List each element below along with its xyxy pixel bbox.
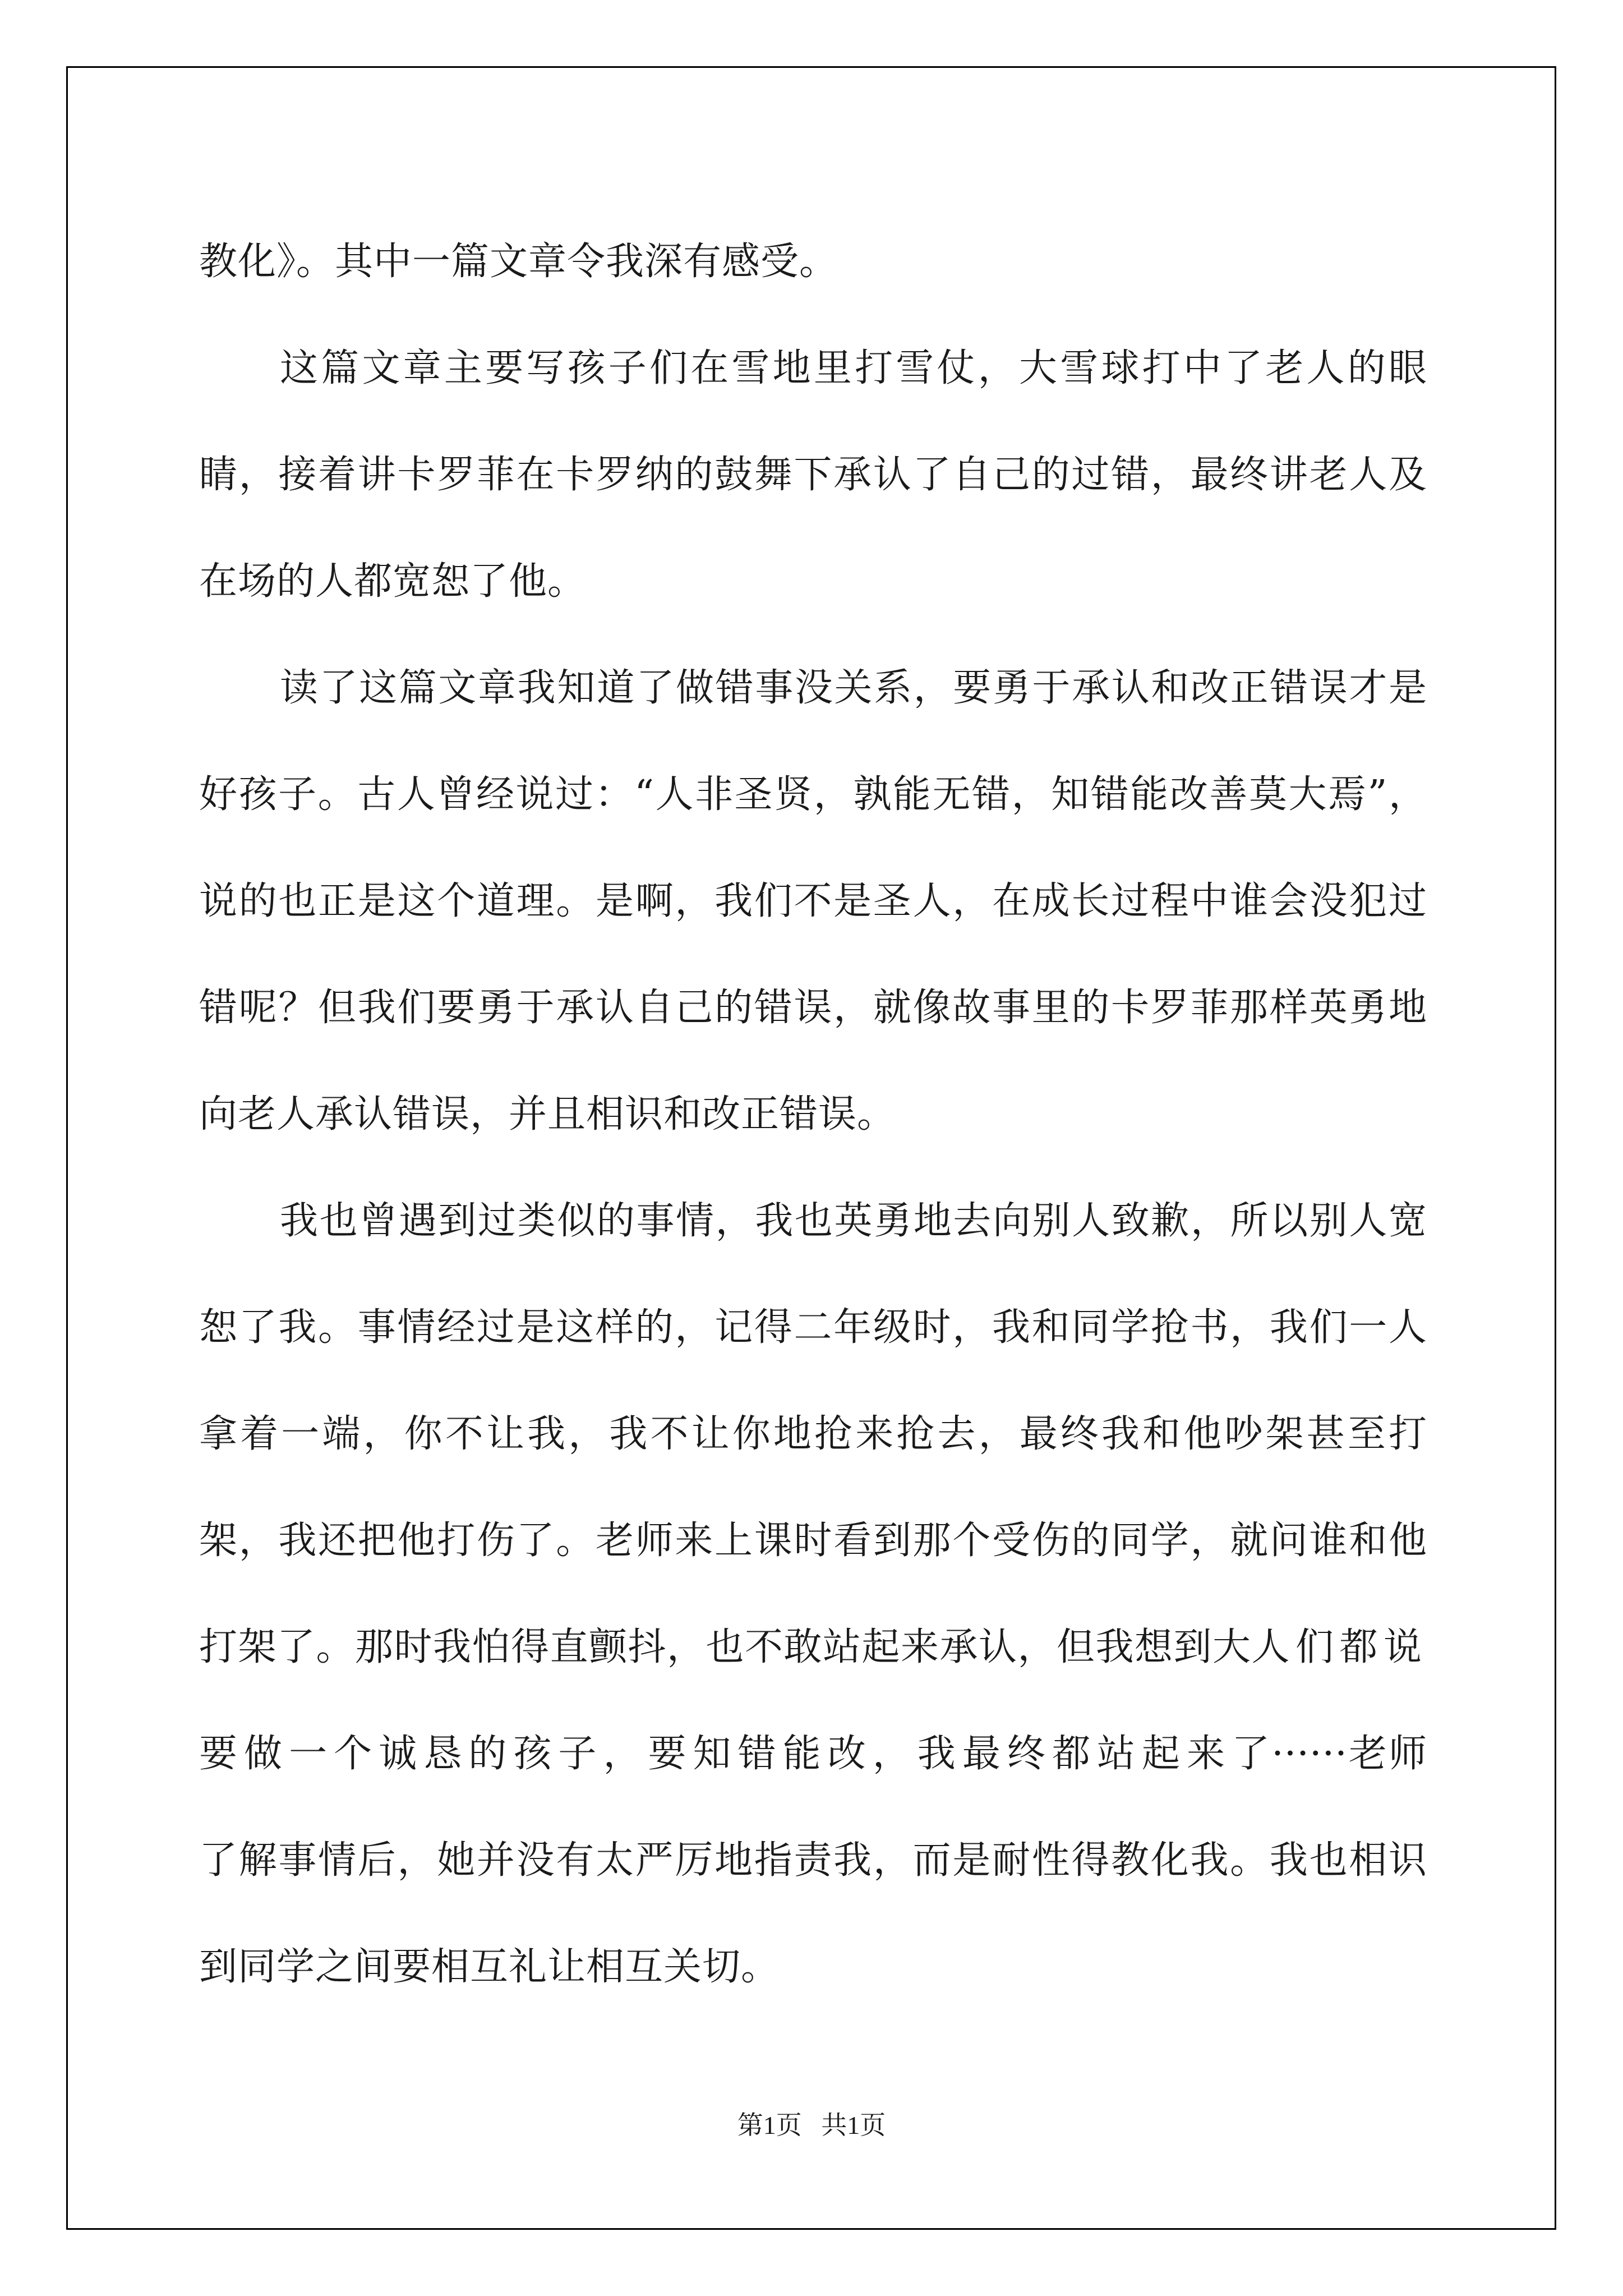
document-body [199,209,1427,2021]
text-line: 教化》。其中一篇文章令我深有感受。 [199,240,838,284]
paragraph-0 [199,209,1427,315]
text-line: 了······老师了解事情后，她并没有太严厉地指责我，而是耐 [199,1732,1427,1883]
text-line: 及在场的人都宽恕了他。 [199,453,1427,604]
text-line: 样英勇地向老人承认错误，并且相识和改正错误。 [199,986,1427,1137]
text-line: 读了这篇文章我知道了做错事没关系，要勇于承认和改正错误才 [280,666,1389,710]
text-line: 至打架，我还把他打伤了。老师来上课时看到那个受伤的同学，就问 [199,1412,1427,1563]
paragraph-3 [199,1168,1427,2021]
text-line: 焉”，说的也正是这个道理。是啊，我们不是圣人，在成长过程中谁会 [199,772,1427,923]
text-line: 性得教化我。我也相识到同学之间要相互礼让相互关切。 [199,1838,1427,1989]
text-line: 是好孩子。古人曾经说过：“人非圣贤，孰能无错，知错能改善莫大 [199,666,1427,817]
text-line: 睛，接着讲卡罗菲在卡罗纳的鼓舞下承认了自己的过错，最终讲老人 [199,453,1389,497]
text-line: 谁和他打架了。那时我怕得直颤抖，也不敢站起来承认，但我想到大 [199,1519,1427,1669]
text-line: 一人拿着一端，你不让我，我不让你地抢来抢去，最终我和他吵架甚 [199,1305,1427,1456]
text-line: 我也曾遇到过类似的事情，我也英勇地去向别人致歉，所以别人 [280,1199,1389,1243]
text-line: 这篇文章主要写孩子们在雪地里打雪仗，大雪球打中了老人的眼 [280,346,1427,390]
text-line: 宽恕了我。事情经过是这样的，记得二年级时，我和同学抢书，我们 [199,1199,1427,1350]
text-line: 人们都说要做一个诚恳的孩子，要知错能改，我最终都站起来 [199,1625,1427,1776]
paragraph-1 [199,315,1427,635]
paragraph-2 [199,635,1427,1168]
page-number-footer: 第1页 共1页 [737,2111,886,2139]
text-line: 没犯过错呢？但我们要勇于承认自己的错误，就像故事里的卡罗菲那 [199,879,1427,1030]
